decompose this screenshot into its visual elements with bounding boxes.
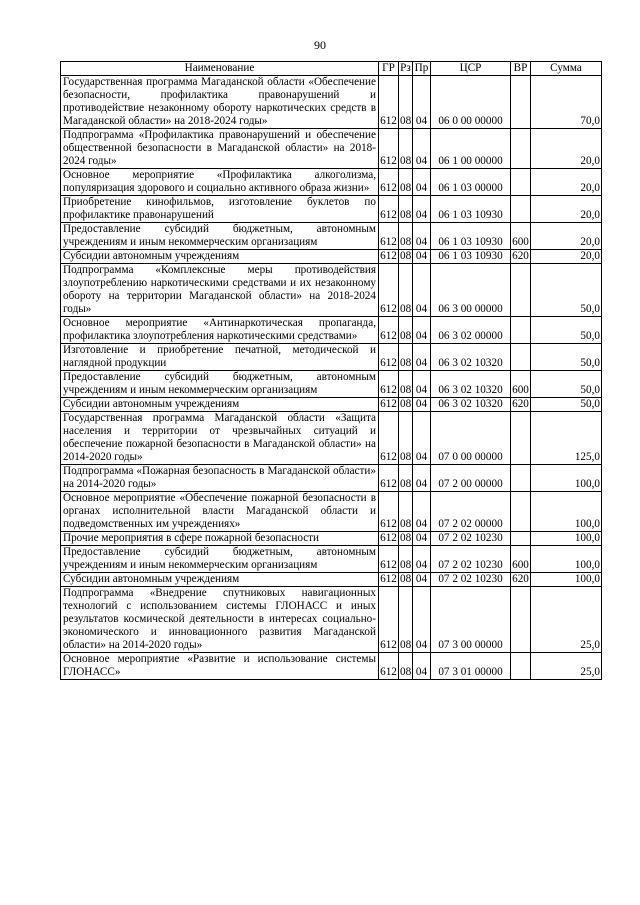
cell-rz: 08 bbox=[399, 412, 413, 465]
cell-rz: 08 bbox=[399, 344, 413, 371]
table-row bbox=[61, 492, 602, 532]
cell-name: Подпрограмма «Профилактика правонарушений и обеспечение общественной безопасности в Магаданской области» на 2018-2024 годы» bbox=[61, 129, 379, 169]
cell-gr: 612 bbox=[379, 653, 399, 680]
table-row bbox=[61, 250, 602, 264]
cell-gr: 612 bbox=[379, 76, 399, 129]
cell-name: Основное мероприятие «Антинаркотическая пропаганда, профилактика злоупотребления наркотическими средствами» bbox=[61, 317, 379, 344]
column-header-sum: Сумма bbox=[531, 62, 602, 76]
table-body bbox=[61, 76, 602, 680]
cell-pr: 04 bbox=[413, 412, 431, 465]
cell-vr bbox=[511, 317, 531, 344]
cell-rz: 08 bbox=[399, 492, 413, 532]
cell-name: Субсидии автономным учреждениям bbox=[61, 398, 379, 412]
cell-sum: 25,0 bbox=[531, 587, 602, 653]
cell-rz: 08 bbox=[399, 129, 413, 169]
cell-name: Основное мероприятие «Развитие и использование системы ГЛОНАСС» bbox=[61, 653, 379, 680]
cell-rz: 08 bbox=[399, 264, 413, 317]
cell-sum: 50,0 bbox=[531, 344, 602, 371]
cell-vr bbox=[511, 587, 531, 653]
cell-sum: 20,0 bbox=[531, 169, 602, 196]
cell-rz: 08 bbox=[399, 223, 413, 250]
cell-name: Предоставление субсидий бюджетным, автономным учреждениям и иным некоммерческим организациям bbox=[61, 371, 379, 398]
cell-vr: 600 bbox=[511, 223, 531, 250]
cell-csr: 07 3 00 00000 bbox=[431, 587, 511, 653]
column-header-vr: ВР bbox=[511, 62, 531, 76]
cell-sum: 70,0 bbox=[531, 76, 602, 129]
cell-csr: 07 2 00 00000 bbox=[431, 465, 511, 492]
cell-pr: 04 bbox=[413, 398, 431, 412]
cell-pr: 04 bbox=[413, 129, 431, 169]
cell-gr: 612 bbox=[379, 546, 399, 573]
table-row bbox=[61, 371, 602, 398]
column-header-name: Наименование bbox=[61, 62, 379, 76]
cell-pr: 04 bbox=[413, 223, 431, 250]
table-row bbox=[61, 587, 602, 653]
cell-rz: 08 bbox=[399, 76, 413, 129]
cell-csr: 06 1 03 00000 bbox=[431, 169, 511, 196]
column-header-rz: Рз bbox=[400, 62, 411, 74]
cell-name: Предоставление субсидий бюджетным, автономным учреждениям и иным некоммерческим организациям bbox=[61, 546, 379, 573]
cell-vr bbox=[511, 653, 531, 680]
cell-gr: 612 bbox=[379, 169, 399, 196]
cell-pr: 04 bbox=[413, 587, 431, 653]
cell-gr: 612 bbox=[379, 371, 399, 398]
cell-pr: 04 bbox=[413, 371, 431, 398]
cell-csr: 07 2 02 10230 bbox=[431, 546, 511, 573]
cell-gr: 612 bbox=[379, 264, 399, 317]
cell-vr: 620 bbox=[512, 398, 529, 410]
cell-name: Государственная программа Магаданской области «Обеспечение безопасности, профилактика правонарушений и противодействие незаконному обороту наркотических средств в Магаданской области» на 2018-2024 годы» bbox=[61, 76, 379, 129]
cell-sum: 50,0 bbox=[531, 371, 602, 398]
cell-name: Субсидии автономным учреждениям bbox=[61, 250, 379, 264]
cell-pr: 04 bbox=[413, 264, 431, 317]
cell-vr bbox=[511, 344, 531, 371]
cell-rz: 08 bbox=[400, 398, 412, 410]
cell-vr: 620 bbox=[512, 573, 529, 585]
cell-vr bbox=[511, 532, 531, 546]
column-header-csr: ЦСР bbox=[431, 62, 511, 76]
cell-pr: 04 bbox=[413, 546, 431, 573]
cell-vr bbox=[511, 76, 531, 129]
cell-vr bbox=[511, 465, 531, 492]
cell-gr: 612 bbox=[379, 196, 399, 223]
cell-csr: 06 3 02 00000 bbox=[431, 317, 511, 344]
cell-csr: 06 1 00 00000 bbox=[431, 129, 511, 169]
cell-name: Предоставление субсидий бюджетным, автономным учреждениям и иным некоммерческим организациям bbox=[61, 223, 379, 250]
cell-vr: 600 bbox=[511, 546, 531, 573]
cell-name: Основное мероприятие «Профилактика алкоголизма, популяризация здорового и социально активного образа жизни» bbox=[61, 169, 379, 196]
cell-gr: 612 bbox=[379, 129, 399, 169]
cell-gr: 612 bbox=[380, 398, 397, 410]
cell-csr: 07 3 01 00000 bbox=[431, 653, 511, 680]
cell-sum: 100,0 bbox=[531, 492, 602, 532]
cell-pr: 04 bbox=[413, 317, 431, 344]
cell-csr: 07 2 02 10230 bbox=[431, 532, 511, 546]
table-row bbox=[61, 465, 602, 492]
cell-sum: 50,0 bbox=[531, 264, 602, 317]
cell-csr: 06 1 03 10930 bbox=[431, 196, 511, 223]
table-row bbox=[61, 412, 602, 465]
cell-pr: 04 bbox=[413, 492, 431, 532]
table-row bbox=[61, 532, 602, 546]
cell-sum: 20,0 bbox=[531, 250, 602, 264]
cell-vr bbox=[511, 169, 531, 196]
cell-pr: 04 bbox=[413, 169, 431, 196]
cell-rz: 08 bbox=[399, 653, 413, 680]
cell-name: Подпрограмма «Комплексные меры противодействия злоупотреблению наркотическими средствами и их незаконному обороту на территории Магаданской области» на 2018-2024 годы» bbox=[61, 264, 379, 317]
cell-rz: 08 bbox=[400, 250, 412, 262]
cell-sum: 20,0 bbox=[531, 129, 602, 169]
table-row bbox=[61, 546, 602, 573]
cell-gr: 612 bbox=[379, 317, 399, 344]
cell-name: Прочие мероприятия в сфере пожарной безопасности bbox=[61, 532, 379, 546]
cell-rz: 08 bbox=[399, 587, 413, 653]
table-header-row bbox=[61, 62, 602, 76]
cell-name: Подпрограмма «Пожарная безопасность в Магаданской области» на 2014-2020 годы» bbox=[61, 465, 379, 492]
table-row bbox=[61, 196, 602, 223]
cell-gr: 612 bbox=[379, 492, 399, 532]
table-row bbox=[61, 398, 602, 412]
table-row bbox=[61, 264, 602, 317]
cell-pr: 04 bbox=[413, 653, 431, 680]
cell-csr: 06 1 03 10930 bbox=[431, 223, 511, 250]
cell-rz: 08 bbox=[399, 317, 413, 344]
cell-name: Субсидии автономным учреждениям bbox=[61, 573, 379, 587]
table-row bbox=[61, 573, 602, 587]
cell-vr: 620 bbox=[512, 250, 529, 262]
cell-rz: 08 bbox=[399, 465, 413, 492]
column-header-gr: ГР bbox=[379, 62, 399, 76]
table-row bbox=[61, 344, 602, 371]
page-number: 90 bbox=[314, 38, 326, 52]
cell-csr: 06 3 02 10320 bbox=[431, 344, 511, 371]
cell-pr: 04 bbox=[413, 344, 431, 371]
cell-pr: 04 bbox=[413, 465, 431, 492]
cell-csr: 07 2 02 00000 bbox=[431, 492, 511, 532]
cell-rz: 08 bbox=[399, 371, 413, 398]
cell-sum: 50,0 bbox=[531, 317, 602, 344]
cell-vr bbox=[511, 129, 531, 169]
cell-gr: 612 bbox=[379, 412, 399, 465]
cell-sum: 25,0 bbox=[531, 653, 602, 680]
cell-name: Изготовление и приобретение печатной, методической и наглядной продукции bbox=[61, 344, 379, 371]
cell-gr: 612 bbox=[379, 587, 399, 653]
cell-sum: 100,0 bbox=[531, 546, 602, 573]
cell-vr bbox=[511, 264, 531, 317]
cell-gr: 612 bbox=[380, 250, 397, 262]
cell-name: Государственная программа Магаданской области «Защита населения и территории от чрезвычайных ситуаций и обеспечение пожарной безопасности в Магаданской области» на 2014-2020 годы» bbox=[61, 412, 379, 465]
table-row bbox=[61, 653, 602, 680]
cell-sum: 100,0 bbox=[531, 573, 602, 587]
cell-csr: 06 3 02 10320 bbox=[431, 371, 511, 398]
cell-vr bbox=[511, 492, 531, 532]
cell-pr: 04 bbox=[413, 196, 431, 223]
cell-name: Приобретение кинофильмов, изготовление буклетов по профилактике правонарушений bbox=[61, 196, 379, 223]
cell-rz: 08 bbox=[399, 169, 413, 196]
cell-vr: 600 bbox=[511, 371, 531, 398]
cell-gr: 612 bbox=[380, 532, 397, 544]
cell-sum: 20,0 bbox=[531, 223, 602, 250]
table-row bbox=[61, 169, 602, 196]
cell-csr: 06 1 03 10930 bbox=[431, 250, 511, 264]
cell-rz: 08 bbox=[400, 532, 412, 544]
cell-vr bbox=[511, 412, 531, 465]
cell-name: Подпрограмма «Внедрение спутниковых навигационных технологий с использованием системы ГЛОНАСС и иных результатов космической деятельности в интересах социально-экономического и инновационного развития Магаданской области» на 2014-2020 годы» bbox=[61, 587, 379, 653]
budget-table bbox=[60, 61, 602, 680]
cell-gr: 612 bbox=[380, 573, 397, 585]
cell-gr: 612 bbox=[379, 465, 399, 492]
cell-rz: 08 bbox=[399, 546, 413, 573]
cell-sum: 20,0 bbox=[531, 196, 602, 223]
cell-sum: 100,0 bbox=[531, 532, 602, 546]
cell-pr: 04 bbox=[413, 532, 431, 546]
cell-gr: 612 bbox=[379, 344, 399, 371]
cell-gr: 612 bbox=[379, 223, 399, 250]
cell-pr: 04 bbox=[413, 573, 431, 587]
cell-name: Основное мероприятие «Обеспечение пожарной безопасности в органах исполнительной власти Магаданской области и подведомственных им учреждениях» bbox=[61, 492, 379, 532]
table-row bbox=[61, 76, 602, 129]
cell-csr: 07 2 02 10230 bbox=[431, 573, 511, 587]
table-row bbox=[61, 317, 602, 344]
cell-csr: 06 3 02 10320 bbox=[431, 398, 511, 412]
cell-vr bbox=[511, 196, 531, 223]
table-row bbox=[61, 129, 602, 169]
column-header-pr: Пр bbox=[413, 62, 431, 76]
cell-sum: 125,0 bbox=[531, 412, 602, 465]
cell-sum: 50,0 bbox=[531, 398, 602, 412]
cell-csr: 07 0 00 00000 bbox=[431, 412, 511, 465]
cell-csr: 06 3 00 00000 bbox=[431, 264, 511, 317]
cell-pr: 04 bbox=[413, 76, 431, 129]
cell-sum: 100,0 bbox=[531, 465, 602, 492]
cell-rz: 08 bbox=[400, 573, 412, 585]
table-row bbox=[61, 223, 602, 250]
cell-pr: 04 bbox=[413, 250, 431, 264]
cell-csr: 06 0 00 00000 bbox=[431, 76, 511, 129]
cell-rz: 08 bbox=[399, 196, 413, 223]
